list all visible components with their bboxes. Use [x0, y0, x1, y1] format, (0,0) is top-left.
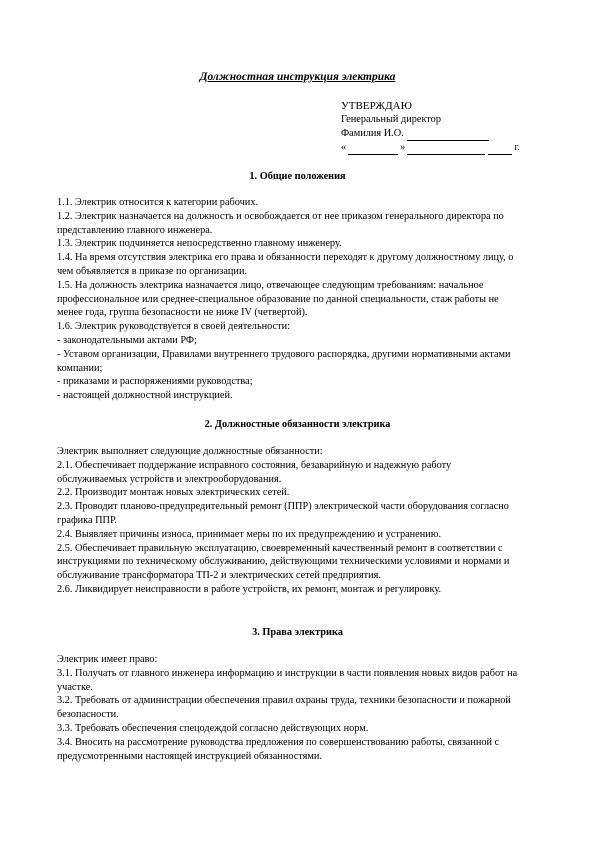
paragraph: 3.4. Вносить на рассмотрение руководства предложения по совершенствованию работы, связанной с предусмотренными настоящей инструкцией обязанностями.	[57, 736, 500, 762]
approval-date-line	[341, 141, 541, 155]
section-rights-body	[57, 653, 522, 763]
paragraph: 2.4. Выявляет причины износа, принимает меры по их предупреждению и устранению.	[57, 528, 442, 540]
paragraph: 1.3. Электрик подчиняется непосредственно главному инженеру.	[57, 238, 342, 250]
approval-position: Генеральный директор	[341, 114, 441, 125]
paragraph: 3.3. Требовать обеспечения спецодеждой согласно действующих норм.	[57, 722, 369, 734]
paragraph: 1.2. Электрик назначается на должность и освобождается от нее приказом генерального директора по представлению главного инженера.	[57, 210, 504, 236]
month-blank	[407, 143, 485, 155]
year-blank	[488, 143, 512, 155]
day-blank	[348, 143, 398, 155]
quote-open: «	[341, 142, 347, 153]
paragraph: 1.6. Электрик руководствуется в своей деятельности:	[57, 321, 290, 333]
section-general-body	[57, 196, 522, 403]
paragraph: 2.3. Проводит планово-предупредительный ремонт (ППР) электрической части оборудования согласно графика ППР.	[57, 501, 509, 526]
paragraph: 1.1. Электрик относится к категории рабочих.	[57, 197, 259, 208]
paragraph: 2.6. Ликвидирует неисправности в работе устройств, их ремонт, монтаж и регулировку.	[57, 583, 442, 595]
year-suffix: г.	[514, 142, 520, 153]
paragraph: 2.5. Обеспечивает правильную эксплуатацию, своевременный качественный ремонт в соответствии с инструкциями по техническому обслуживанию, действующими техническими условиями и нормами и обслуживание трансформатора ТП-2 и электрических сетей предприятия.	[57, 542, 510, 582]
paragraph: 3.1. Получать от главного инженера информацию и инструкции в части появления новых видов работ на участке.	[57, 667, 518, 693]
approval-heading: УТВЕРЖДАЮ	[341, 100, 412, 112]
paragraph: Электрик выполняет следующие должностные обязанности:	[57, 446, 323, 457]
quote-close: »	[400, 142, 406, 153]
approval-block	[341, 99, 541, 155]
paragraph: Электрик имеет право:	[57, 654, 158, 665]
list-item: - приказами и распоряжениями руководства;	[57, 376, 253, 388]
paragraph: 2.2. Производит монтаж новых электрических сетей.	[57, 487, 290, 499]
approval-name-label: Фамилия И.О.	[341, 128, 404, 139]
signature-blank	[407, 129, 489, 141]
section-title-duties: 2. Должностные обязанности электрика	[204, 419, 391, 430]
paragraph: 1.4. На время отсутствия электрика его права и обязанности переходят к другому должностному лицу, о чем объявляется в приказе по организации.	[57, 252, 514, 277]
paragraph: 1.5. На должность электрика назначается лицо, отвечающее следующим требованиям: начальное профессиональное или среднее-специальное образование по данной специальности, стаж работы не менее года, группа безопасности не ниже IV (четвертой).	[57, 279, 499, 319]
approval-name-line	[341, 127, 541, 141]
section-title-rights: 3. Права электрика	[252, 627, 343, 638]
list-item: - Уставом организации, Правилами внутреннего трудового распорядка, другими нормативными актами компании;	[57, 348, 511, 374]
section-title-general: 1. Общие положения	[249, 171, 346, 182]
paragraph: 2.1. Обеспечивает поддержание исправного состояния, безаварийную и надежную работу обслуживаемых устройств и электрооборудования.	[57, 459, 452, 485]
list-item: - настоящей должностной инструкцией.	[57, 390, 233, 402]
paragraph: 3.2. Требовать от администрации обеспечения правил охраны труда, техники безопасности и пожарной безопасности.	[57, 695, 511, 721]
document-title: Должностная инструкция электрика	[199, 71, 396, 83]
list-item: - законодательными актами РФ;	[57, 334, 197, 346]
section-duties-body	[57, 445, 522, 597]
